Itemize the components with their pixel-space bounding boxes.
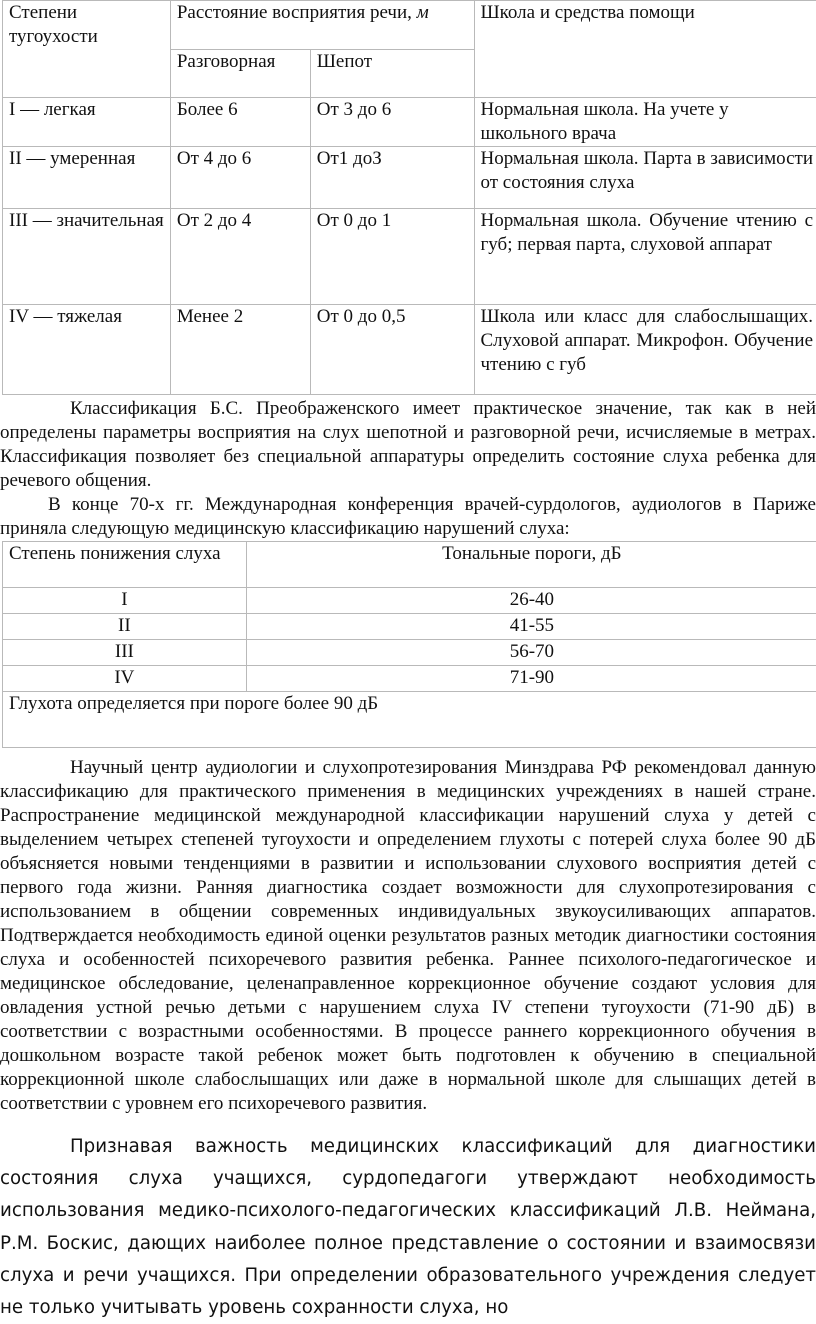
cell-spoken: Более 6 <box>170 98 310 147</box>
header-thresholds: Тональные пороги, дБ <box>246 542 816 588</box>
header-distance-unit: м <box>417 2 429 23</box>
table-row <box>3 588 816 614</box>
hearing-loss-degrees-table <box>2 0 816 395</box>
cell-degree: II — умеренная <box>3 147 171 209</box>
paragraph-conference: В конце 70-х гг. Международная конференция врачей-сурдологов, аудиологов в Париже приняла следующую медицинскую классификацию нарушений слуха: <box>0 493 816 541</box>
cell-school: Нормальная школа. Парта в зависимости от состояния слуха <box>474 147 816 209</box>
header-whisper: Шепот <box>310 49 474 98</box>
cell-range: 56-70 <box>246 640 816 666</box>
cell-degree: IV <box>3 666 247 692</box>
cell-spoken: От 2 до 4 <box>170 209 310 305</box>
tonal-thresholds-table <box>2 541 816 748</box>
cell-range: 41-55 <box>246 614 816 640</box>
cell-school: Нормальная школа. На учете у школьного врача <box>474 98 816 147</box>
cell-degree: IV — тяжелая <box>3 305 171 395</box>
table-row <box>3 305 816 395</box>
cell-range: 26-40 <box>246 588 816 614</box>
header-distance <box>170 1 474 50</box>
header-degree-reduction: Степень понижения слуха <box>3 542 247 588</box>
paragraph-pedagogical-classifications: Признавая важность медицинских классификаций для диагностики состояния слуха учащихся, сурдопедагоги утверждают необходимость использования медико-психолого-педагогических классификаций Л.В. Неймана, Р.М. Боскис, дающих наиболее полное представление о состоянии и взаимосвязи слуха и речи учащихся. При определении образовательного учреждения следует не только учитывать уровень сохранности слуха, но <box>0 1131 816 1324</box>
table-row <box>3 640 816 666</box>
paragraph-classification: Классификация Б.С. Преображенского имеет практическое значение, так как в ней определены параметры восприятия на слух шепотной и разговорной речи, исчисляемые в метрах. Классификация позволяет без специальной аппаратуры определить состояние слуха ребенка для речевого общения. <box>0 397 816 493</box>
table-row <box>3 614 816 640</box>
body-text-block-2 <box>0 756 816 1116</box>
cell-deafness-note: Глухота определяется при пороге более 90 дБ <box>3 692 816 748</box>
cell-degree: II <box>3 614 247 640</box>
cell-whisper: От 0 до 0,5 <box>310 305 474 395</box>
cell-degree: III — значительная <box>3 209 171 305</box>
table-row <box>3 147 816 209</box>
cell-whisper: От 0 до 1 <box>310 209 474 305</box>
table-row <box>3 666 816 692</box>
cell-degree: I — легкая <box>3 98 171 147</box>
header-distance-label: Расстояние восприятия речи, <box>177 2 412 23</box>
cell-spoken: От 4 до 6 <box>170 147 310 209</box>
cell-school: Школа или класс для слабослышащих. Слуховой аппарат. Микрофон. Обучение чтению с губ <box>474 305 816 395</box>
header-spoken: Разговорная <box>170 49 310 98</box>
cell-degree: I <box>3 588 247 614</box>
cell-whisper: От 3 до 6 <box>310 98 474 147</box>
cell-whisper: От1 доЗ <box>310 147 474 209</box>
body-text-block-3 <box>0 1131 816 1324</box>
cell-degree: III <box>3 640 247 666</box>
cell-school: Нормальная школа. Обучение чтению с губ; первая парта, слуховой аппарат <box>474 209 816 305</box>
header-school: Школа и средства помощи <box>474 1 816 98</box>
header-degree: Степени тугоухости <box>3 1 171 98</box>
paragraph-audiology-center: Научный центр аудиологии и слухопротезирования Минздрава РФ рекомендовал данную классификацию для практического применения в медицинских учреждениях в нашей стране. Распространение медицинской международной классификации нарушений слуха у детей с выделением четырех степеней тугоухости и определением глухоты с потерей слуха более 90 дБ объясняется новыми тенденциями в развитии и использовании слухового восприятия детей с первого года жизни. Ранняя диагностика создает возможности для слухопротезирования с использованием в общении современных индивидуальных звукоусиливающих аппаратов. Подтверждается необходимость единой оценки результатов разных методик диагностики состояния слуха и особенностей психоречевого развития ребенка. Раннее психолого-педагогическое и медицинское обследование, целенаправленное коррекционное обучение создают условия для овладения устной речью детьми с нарушением слуха IV степени тугоухости (71-90 дБ) в соответствии с возрастными особенностями. В процессе раннего коррекционного обучения в дошкольном возрасте такой ребенок может быть подготовлен к обучению в специальной коррекционной школе слабослышащих или даже в нормальной школе для слышащих детей в соответствии с уровнем его психоречевого развития. <box>0 756 816 1116</box>
cell-range: 71-90 <box>246 666 816 692</box>
table-row <box>3 98 816 147</box>
cell-spoken: Менее 2 <box>170 305 310 395</box>
table-row <box>3 209 816 305</box>
body-text-block-1 <box>0 397 816 541</box>
